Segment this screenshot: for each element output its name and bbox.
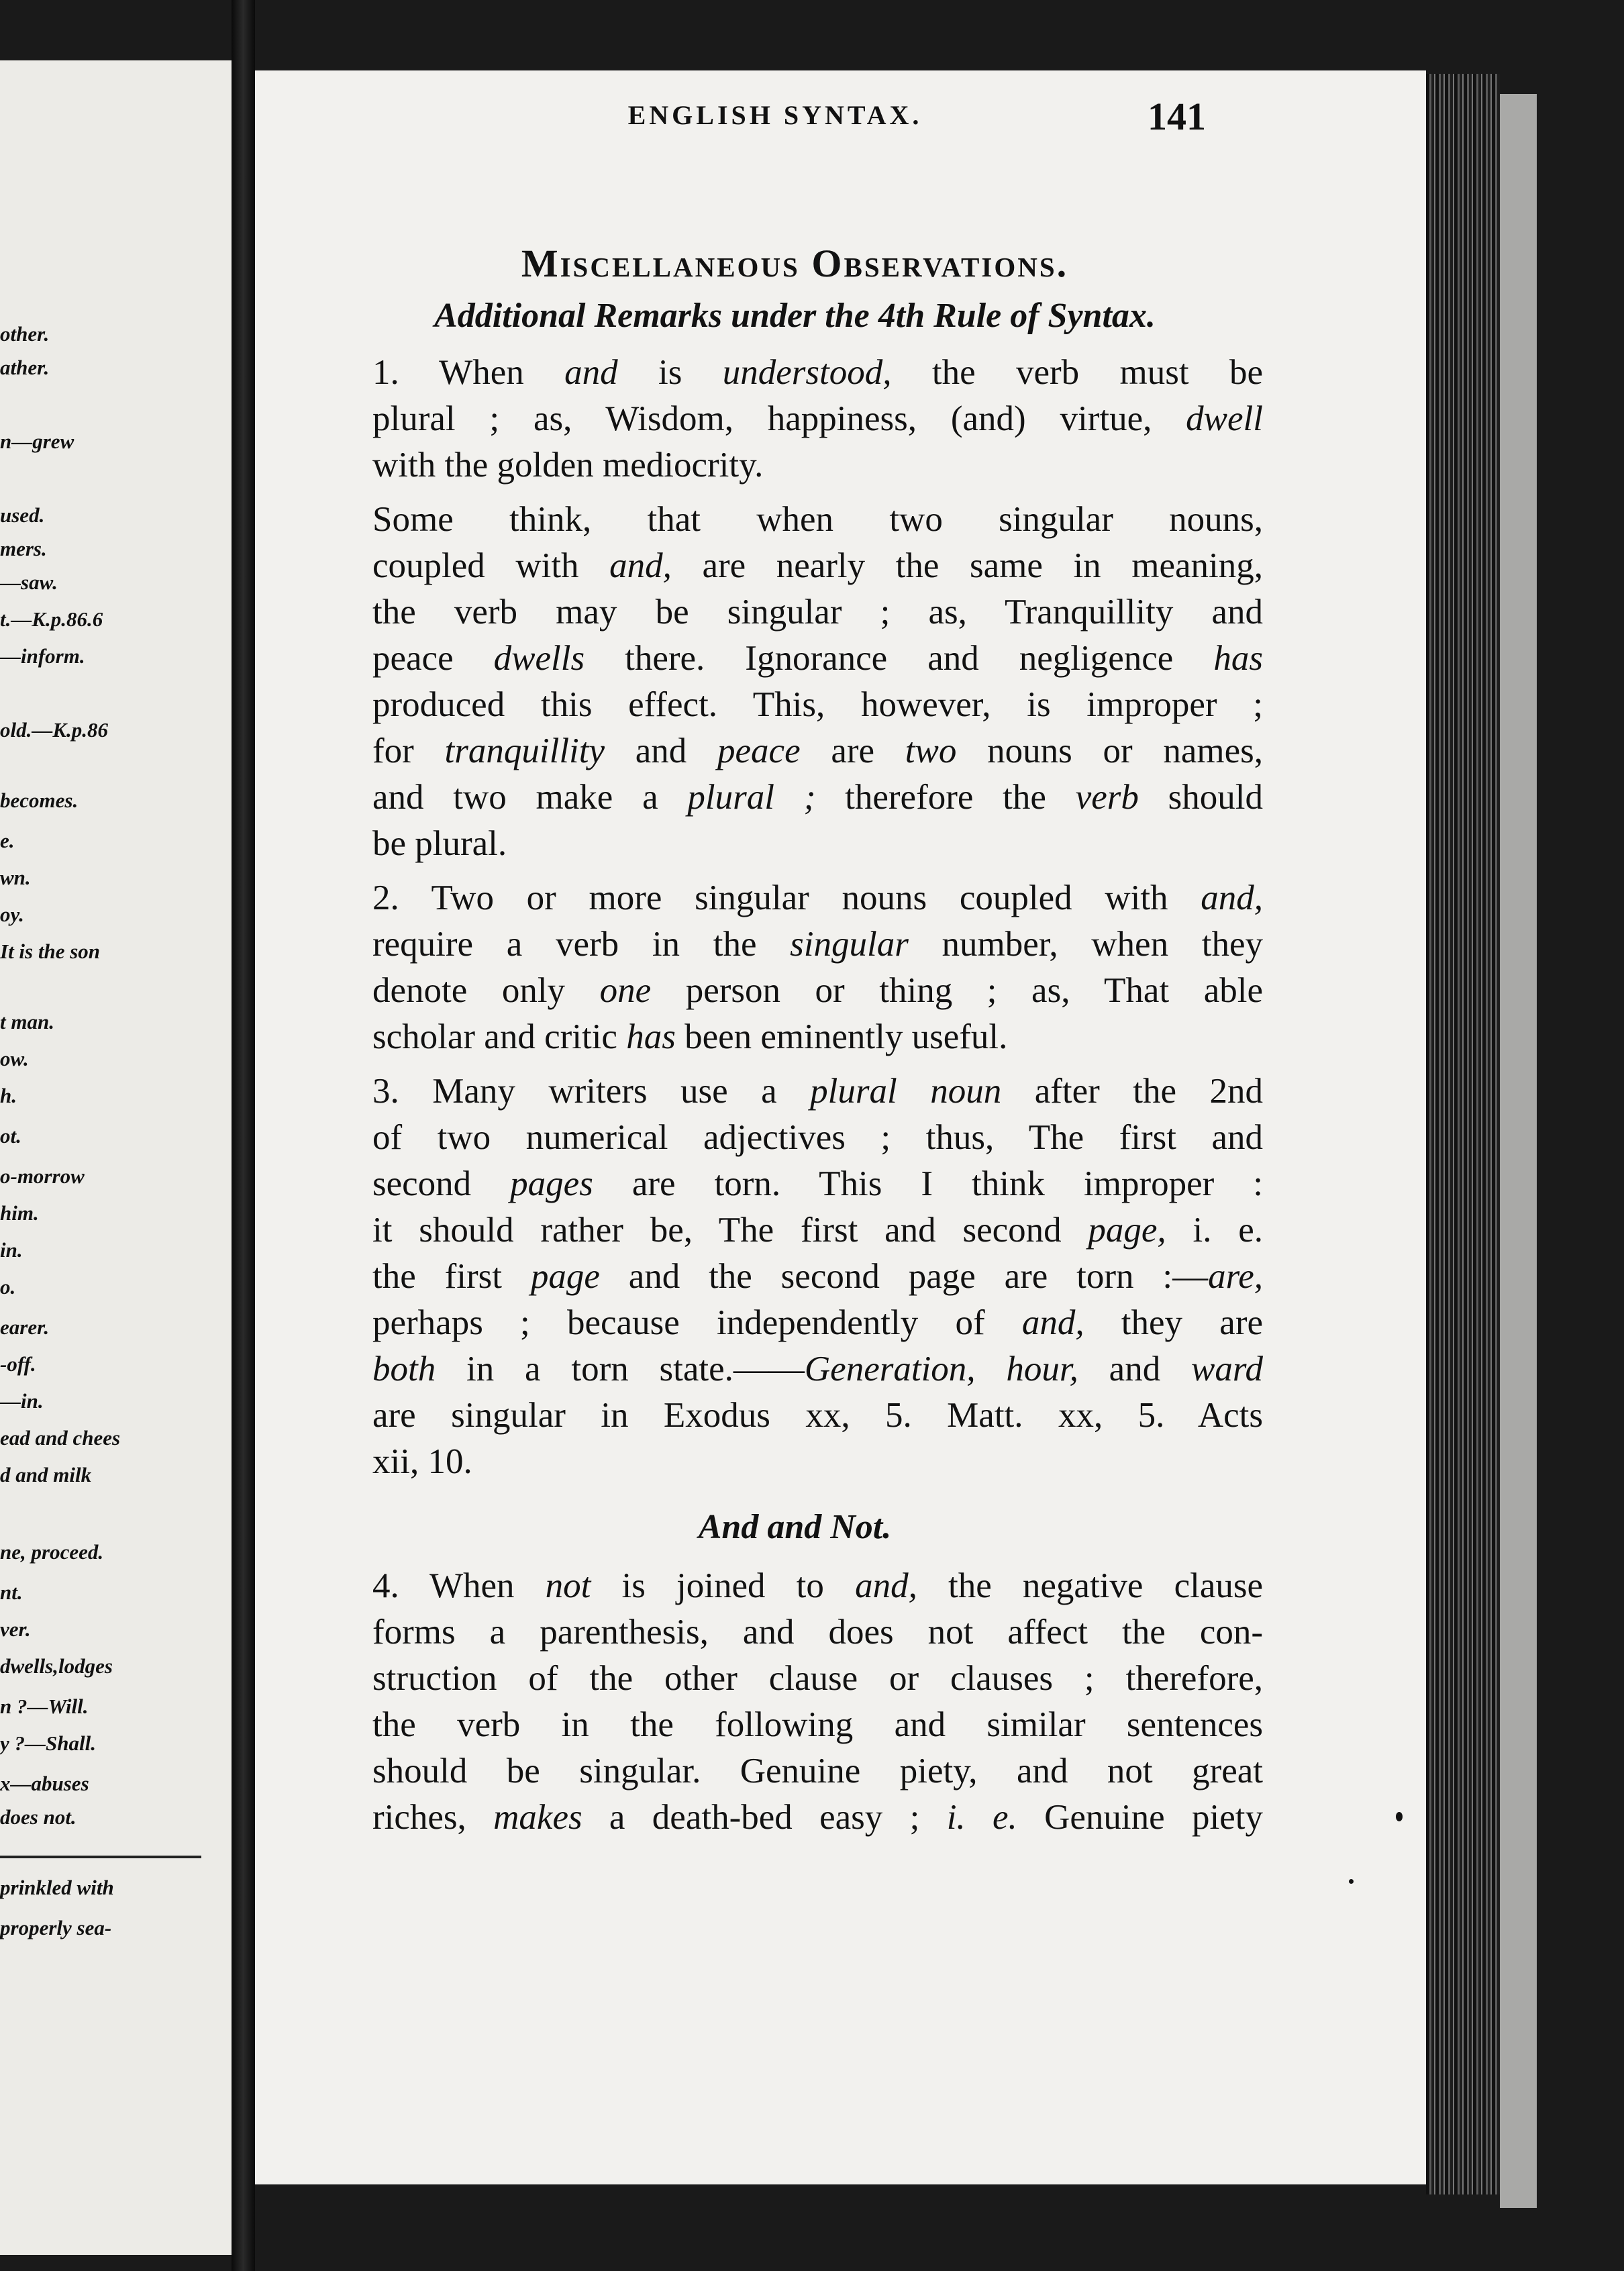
left-page-text-fragment: h. (0, 1084, 17, 1107)
left-page-text-fragment: prinkled with (0, 1876, 114, 1899)
left-page-text-fragment: d and milk (0, 1463, 92, 1486)
left-page-text-fragment: wn. (0, 866, 31, 889)
left-page-text-fragment: —saw. (0, 570, 58, 594)
left-page-text-fragment: old.—K.p.86 (0, 718, 109, 742)
text-line: forms a parenthesis, and does not affect the con- (372, 1613, 1263, 1652)
ink-speck (1396, 1812, 1403, 1821)
left-page-text-fragment: earer. (0, 1315, 50, 1339)
text-line: riches, makes a death-bed easy ; i. e. Genuine piety (372, 1798, 1263, 1837)
left-page-text-fragment: in. (0, 1238, 23, 1262)
left-page-text-fragment: other. (0, 322, 50, 346)
left-page-text-fragment: It is the son (0, 940, 101, 963)
left-page-text-fragment: nt. (0, 1580, 23, 1604)
left-page-text-fragment: y ?—Shall. (0, 1731, 96, 1755)
left-page-text-fragment: t.—K.p.86.6 (0, 607, 103, 631)
text-line: plural ; as, Wisdom, happiness, (and) virtue, dwell (372, 399, 1263, 438)
page-number: 141 (1148, 95, 1206, 138)
text-line: 2. Two or more singular nouns coupled with and, (372, 878, 1263, 917)
left-page-text-fragment: t man. (0, 1010, 54, 1033)
text-line: peace dwells there. Ignorance and negligence has (372, 639, 1263, 678)
text-line: 4. When not is joined to and, the negative clause (372, 1566, 1263, 1605)
previous-page-fragment (0, 60, 232, 2255)
text-line: and two make a plural ; therefore the verb should (372, 778, 1263, 817)
text-line: 1. When and is understood, the verb must be (372, 353, 1263, 392)
left-page-text-fragment: ne, proceed. (0, 1540, 104, 1564)
left-page-text-fragment: oy. (0, 903, 24, 926)
left-page-text-fragment: properly sea- (0, 1916, 112, 1939)
paragraph-1 (327, 350, 1263, 489)
left-page-text-fragment: him. (0, 1201, 39, 1225)
text-line: both in a torn state.——Generation, hour, and ward (372, 1350, 1263, 1389)
text-line: of two numerical adjectives ; thus, The first and (372, 1118, 1263, 1157)
left-page-text-fragment: does not. (0, 1805, 77, 1829)
subsection-title: And and Not. (698, 1508, 892, 1546)
left-page-text-fragment: ead and chees (0, 1426, 121, 1450)
left-page-text-fragment: ver. (0, 1617, 31, 1641)
text-line: coupled with and, are nearly the same in meaning, (372, 546, 1263, 585)
left-page-text-fragment: dwells,lodges (0, 1654, 113, 1678)
book-spine (1500, 94, 1537, 2208)
book-gutter (232, 0, 255, 2271)
paragraph-5 (327, 1563, 1263, 1841)
text-line: should be singular. Genuine piety, and not great (372, 1752, 1263, 1790)
left-page-text-fragment: o. (0, 1275, 16, 1299)
text-line: require a verb in the singular number, when they (372, 925, 1263, 964)
section-subheading: Additional Remarks under the 4th Rule of Syntax. (434, 297, 1156, 335)
left-page-text-fragment: e. (0, 829, 15, 852)
text-line: for tranquillity and peace are two nouns or names, (372, 731, 1263, 770)
text-line: are singular in Exodus xx, 5. Matt. xx, 5. Acts (372, 1396, 1263, 1435)
paragraph-3 (327, 875, 1263, 1060)
left-page-text-fragment: mers. (0, 537, 47, 560)
text-line: struction of the other clause or clauses ; therefore, (372, 1659, 1263, 1698)
text-line: produced this effect. This, however, is improper ; (372, 685, 1263, 724)
text-line: the verb in the following and similar sentences (372, 1705, 1263, 1744)
left-page-text-fragment: n—grew (0, 430, 74, 453)
footnote-rule (0, 1856, 201, 1858)
page-edges (1426, 74, 1500, 2194)
text-line: 3. Many writers use a plural noun after the 2nd (372, 1072, 1264, 1111)
left-page-text-fragment: -off. (0, 1352, 36, 1376)
left-page-text-fragment: —inform. (0, 644, 85, 668)
left-page-text-fragment: ot. (0, 1124, 21, 1148)
left-page-text-fragment: x—abuses (0, 1772, 89, 1795)
text-line: Some think, that when two singular nouns, (372, 500, 1263, 539)
running-head (369, 99, 1181, 140)
ink-speck (1349, 1879, 1354, 1884)
text-line: the first page and the second page are torn :—are, (372, 1257, 1264, 1296)
text-line: perhaps ; because independently of and, they are (372, 1303, 1263, 1342)
left-page-text-fragment: becomes. (0, 789, 79, 812)
running-head-title: ENGLISH SYNTAX. (627, 100, 923, 130)
left-page-text-fragment: o-morrow (0, 1164, 85, 1188)
left-page-text-fragment: n ?—Will. (0, 1695, 89, 1718)
text-line: be plural. (372, 824, 507, 863)
left-page-text-fragment: —in. (0, 1389, 44, 1413)
text-line: it should rather be, The first and second page, i. e. (372, 1211, 1263, 1250)
text-line: denote only one person or thing ; as, That able (372, 971, 1263, 1010)
paragraph-4 (327, 1068, 1263, 1485)
text-line: the verb may be singular ; as, Tranquillity and (372, 593, 1263, 632)
text-line: xii, 10. (372, 1442, 472, 1481)
paragraph-2 (327, 497, 1263, 867)
text-line: second pages are torn. This I think improper : (372, 1164, 1263, 1203)
left-page-text-fragment: used. (0, 503, 45, 527)
page-text (327, 238, 1263, 1841)
section-heading: Miscellaneous Observations. (521, 242, 1069, 285)
left-page-text-fragment: ow. (0, 1047, 29, 1070)
text-line: with the golden mediocrity. (372, 446, 764, 485)
text-line: scholar and critic has been eminently useful. (372, 1017, 1008, 1056)
left-page-text-fragment: ather. (0, 356, 50, 379)
